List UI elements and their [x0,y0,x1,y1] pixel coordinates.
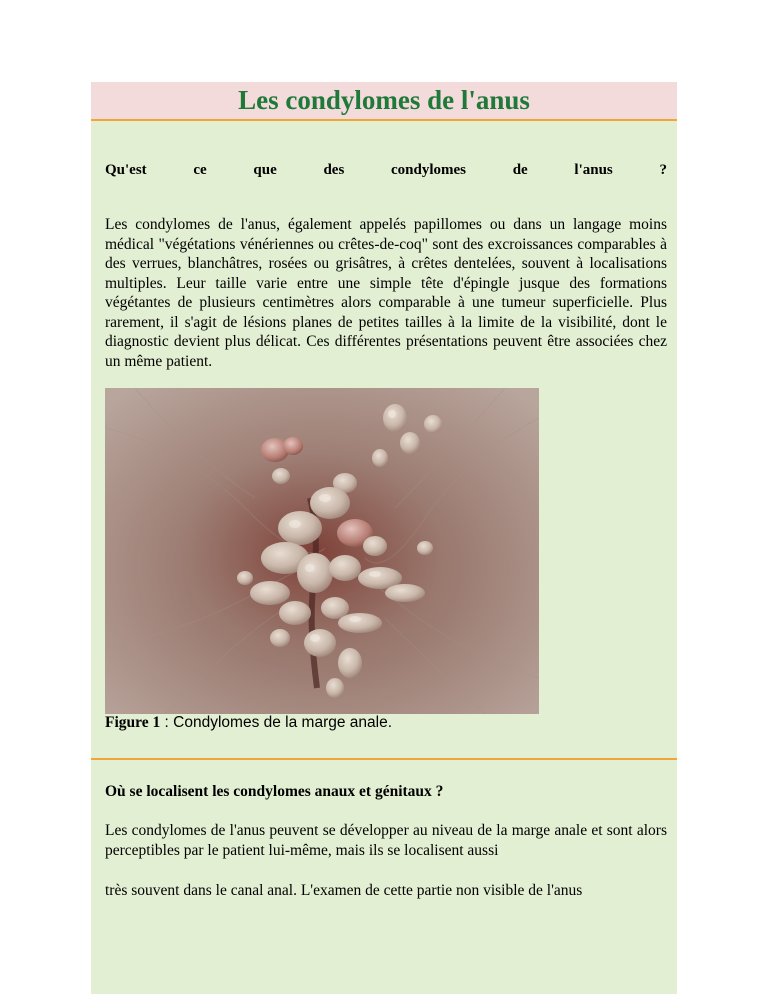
question-word: condylomes [391,162,466,178]
question-word: l'anus [574,162,613,178]
section-heading: Où se localisent les condylomes anaux et génitaux ? [105,783,444,800]
question-word: de [512,162,528,178]
figure-1 [105,388,667,732]
canal-paragraph: très souvent dans le canal anal. L'examen de cette partie non visible de l'anus [105,882,583,899]
figure-label: Figure 1 [105,714,161,731]
question-word: ? [659,162,667,178]
question-word: des [323,162,345,178]
title-bar [91,82,677,121]
intro-paragraph: Les condylomes de l'anus, également appelés papillomes ou dans un langage moins médical "végétations vénériennes ou crêtes-de-coq" sont des excroissances comparables à des verrues, blanchâtres, rosées ou grisâtres, à crêtes dentelées, souvent à localisations multiples. Leur taille varie entre une simple tête d'épingle jusque des formations végétantes de plusieurs centimètres alors comparable à une tumeur superficielle. Plus rarement, il s'agit de lésions planes de petites tailles à la limite de la visibilité, dont le diagnostic devient plus délicat. Ces différentes présentations peuvent être associées chez un même patient. [105,216,667,370]
localisation-paragraph: Les condylomes de l'anus peuvent se développer au niveau de la marge anale et sont alors perceptibles par le patient lui-même, mais ils se localisent aussi [105,822,667,859]
figure-caption [105,713,667,732]
document-content [91,161,677,901]
document-panel [91,82,677,994]
figure-caption-text: : Condylomes de la marge anale. [160,714,393,731]
medical-photo [105,388,539,714]
question-word: que [253,162,277,178]
question-word: ce [193,162,207,178]
question-heading [105,161,667,179]
section-divider [91,758,677,760]
question-word: Qu'est [105,162,147,178]
page-title: Les condylomes de l'anus [238,85,530,115]
